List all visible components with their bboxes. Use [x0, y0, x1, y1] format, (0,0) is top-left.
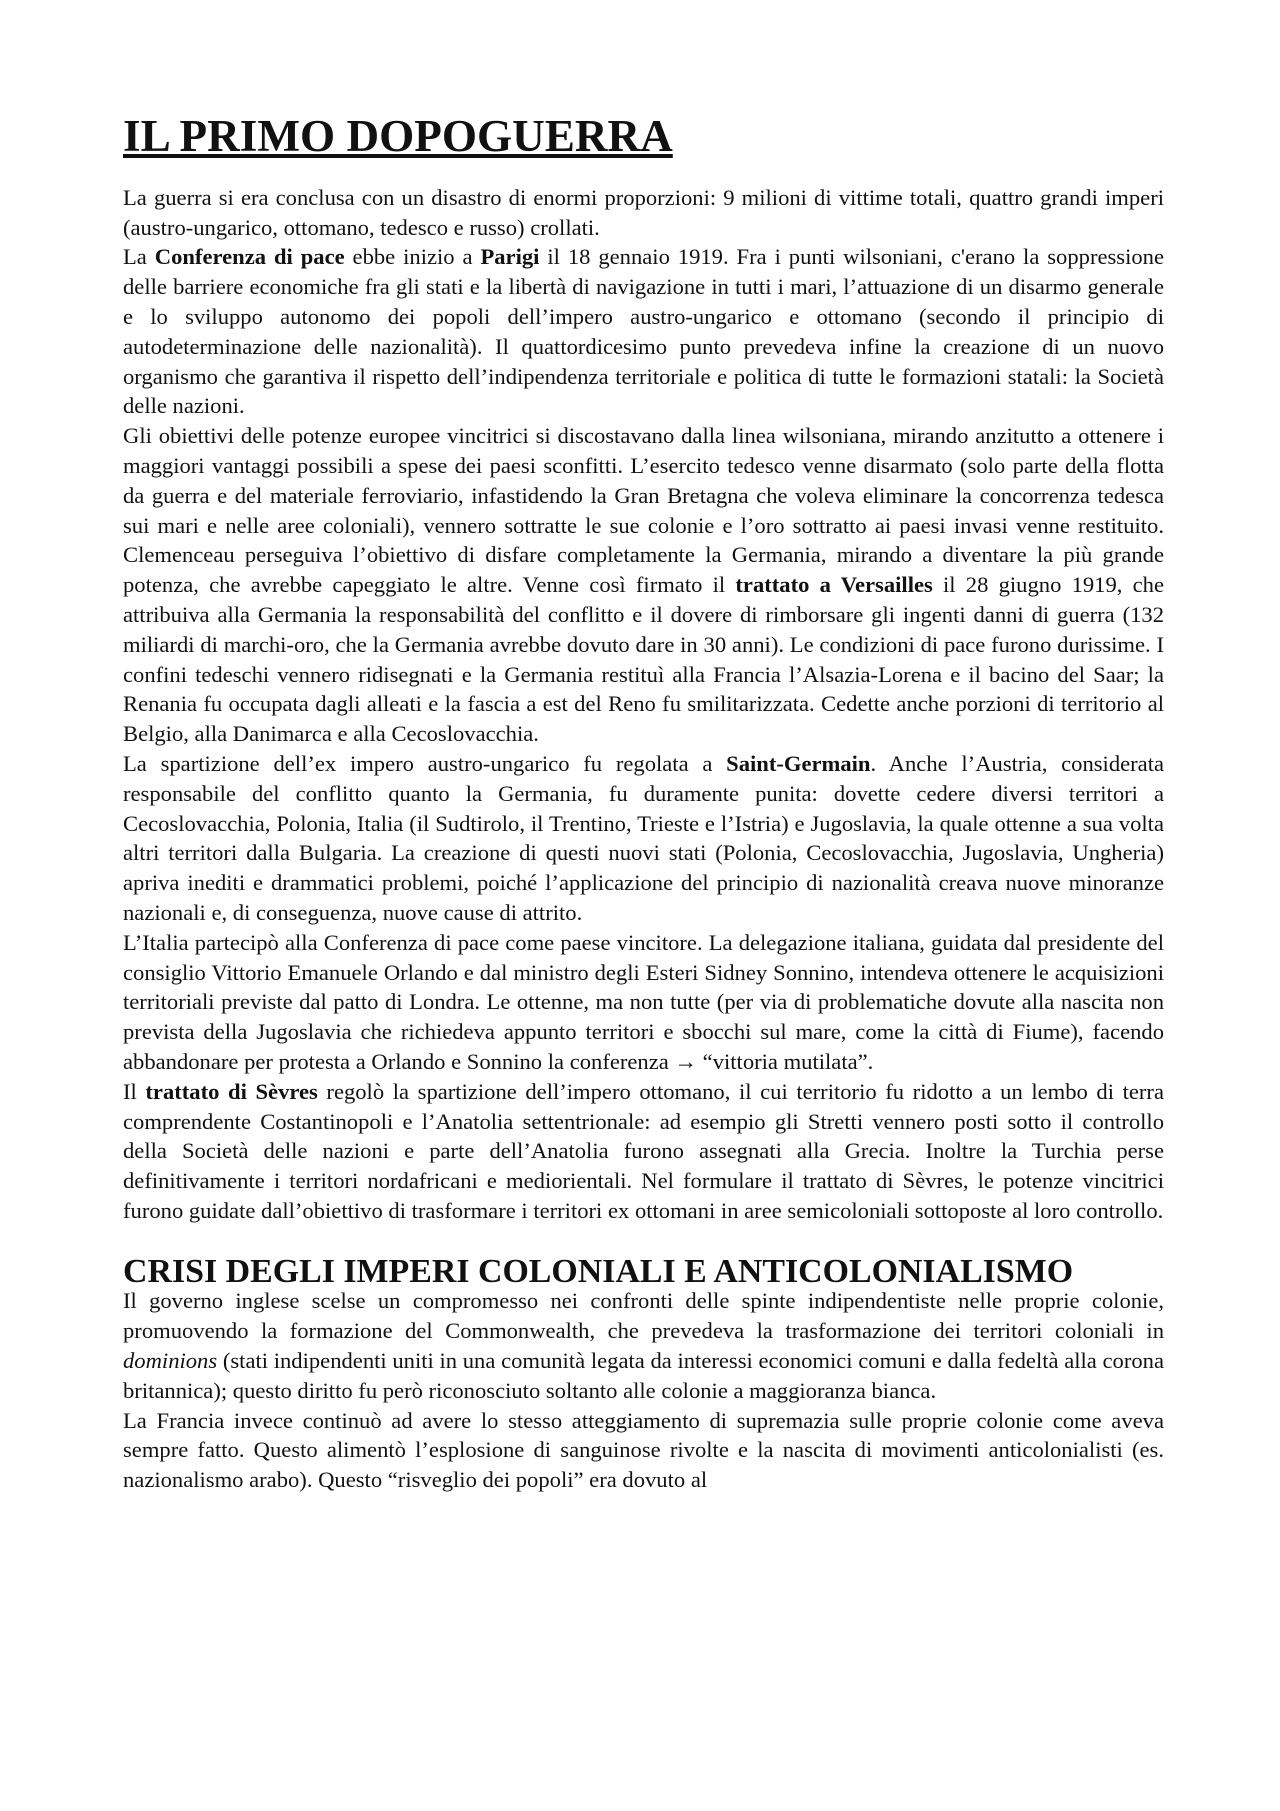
paragraph-2 [123, 242, 1164, 421]
paragraph-1: La guerra si era conclusa con un disastro di enormi proporzioni: 9 milioni di vittime totali, quattro grandi imperi (austro-ungarico, ottomano, tedesco e russo) crollati. [123, 184, 1164, 240]
paragraph-7-italic-1: dominions [123, 1348, 218, 1374]
paragraph-3-bold-1: trattato a Versailles [735, 572, 933, 598]
paragraph-7 [123, 1286, 1164, 1405]
paragraph-2-text-1: La [123, 244, 155, 270]
paragraph-6-bold-1: trattato di Sèvres [145, 1078, 318, 1104]
paragraph-6 [123, 1077, 1164, 1226]
paragraph-8: La Francia invece continuò ad avere lo stesso atteggiamento di supremazia sulle proprie colonie come aveva sempre fatto. Questo alimentò l’esplosione di sanguinose rivolte e la nascita di movimenti anticolonialisti (es. nazionalismo arabo). Questo “risveglio dei popoli” era dovuto al [123, 1407, 1164, 1493]
paragraph-4-text-1: La spartizione dell’ex impero austro-ungarico fu regolata a [123, 750, 727, 776]
paragraph-3-text-2: il 28 giugno 1919, che attribuiva alla Germania la responsabilità del conflitto e il dovere di rimborsare gli ingenti danni di guerra (132 miliardi di marchi-oro, che la Germania avrebbe dovuto dare in 30 anni). Le condizioni di pace furono durissime. I confini tedeschi vennero ridisegnati e la Germania restituì alla Francia l’Alsazia-Lorena e il bacino del Saar; la Renania fu occupata dagli alleati e la fascia a est del Reno fu smilitarizzata. Cedette anche porzioni di territorio al Belgio, alla Danimarca e alla Cecoslovacchia. [123, 572, 1164, 747]
paragraph-4-bold-1: Saint-Germain [726, 750, 871, 776]
paragraph-2-bold-1: Conferenza di pace [154, 244, 345, 270]
heading-primo-dopoguerra: IL PRIMO DOPOGUERRA [123, 111, 673, 161]
heading-crisi-imperi-coloniali: CRISI DEGLI IMPERI COLONIALI E ANTICOLONIALISMO [123, 1252, 1074, 1290]
paragraph-6-text-1: Il [123, 1078, 146, 1104]
paragraph-3-text-1: Gli obiettivi delle potenze europee vincitrici si discostavano dalla linea wilsoniana, mirando anzitutto a ottenere i maggiori vantaggi possibili a spese dei paesi sconfitti. L’esercito tedesco venne disarmato (solo parte della flotta da guerra e del materiale ferroviario, infastidendo la Gran Bretagna che voleva eliminare la concorrenza tedesca sui mari e nelle aree coloniali), vennero sottratte le sue colonie e l’oro sottratto ai paesi invasi venne restituito. Clemenceau perseguiva l’obiettivo di disfare completamente la Germania, mirando a diventare la più grande potenza, che avrebbe capeggiato le altre. Venne così firmato il [123, 423, 1164, 598]
paragraph-6-text-2: regolò la spartizione dell’impero ottomano, il cui territorio fu ridotto a un lembo di terra comprendente Costantinopoli e l’Anatolia settentrionale: ad esempio gli Stretti vennero posti sotto il controllo della Società delle nazioni e parte dell’Anatolia furono assegnati alla Grecia. Inoltre la Turchia perse definitivamente i territori nordafricani e mediorientali. Nel formulare il trattato di Sèvres, le potenze vincitrici furono guidate dall’obiettivo di trasformare i territori ex ottomani in aree semicoloniali sottoposte al loro controllo. [123, 1078, 1164, 1223]
paragraph-2-text-2: ebbe inizio a [344, 244, 481, 270]
paragraph-4 [123, 749, 1164, 928]
paragraph-7-text-1: Il governo inglese scelse un compromesso nei confronti delle spinte indipendentiste nelle proprie colonie, promuovendo la formazione del Commonwealth, che prevedeva la trasformazione dei territori coloniali in [123, 1288, 1164, 1344]
paragraph-3 [123, 421, 1164, 749]
paragraph-7-text-2: (stati indipendenti uniti in una comunità legata da interessi economici comuni e dalla fedeltà alla corona britannica); questo diritto fu però riconosciuto soltanto alle colonie a maggioranza bianca. [123, 1348, 1164, 1403]
paragraph-2-bold-2: Parigi [480, 244, 540, 270]
paragraph-5: L’Italia partecipò alla Conferenza di pace come paese vincitore. La delegazione italiana, guidata dal presidente del consiglio Vittorio Emanuele Orlando e dal ministro degli Esteri Sidney Sonnino, intendeva ottenere le acquisizioni territoriali previste dal patto di Londra. Le ottenne, ma non tutte (per via di problematiche dovute alla nascita non prevista della Jugoslavia che richiedeva appunto territori e sbocchi sul mare, come la città di Fiume), facendo abbandonare per protesta a Orlando e Sonnino la conferenza → “vittoria mutilata”. [123, 929, 1164, 1074]
paragraph-2-text-3: il 18 gennaio 1919. Fra i punti wilsoniani, c'erano la soppressione delle barriere economiche fra gli stati e la libertà di navigazione in tutti i mari, l’attuazione di un disarmo generale e lo sviluppo autonomo dei popoli dell’impero austro-ungarico e ottomano (secondo il principio di autodeterminazione delle nazionalità). Il quattordicesimo punto prevedeva infine la creazione di un nuovo organismo che garantiva il rispetto dell’indipendenza territoriale e politica di tutte le formazioni statali: la Società delle nazioni. [123, 244, 1164, 419]
paragraph-4-text-2: . Anche l’Austria, considerata responsabile del conflitto quanto la Germania, fu duramente punita: dovette cedere diversi territori a Cecoslovacchia, Polonia, Italia (il Sudtirolo, il Trentino, Trieste e l’Istria) e Jugoslavia, la quale ottenne a sua volta altri territori dalla Bulgaria. La creazione di questi nuovi stati (Polonia, Cecoslovacchia, Jugoslavia, Ungheria) apriva inediti e drammatici problemi, poiché l’applicazione del principio di nazionalità creava nuove minoranze nazionali e, di conseguenza, nuove cause di attrito. [123, 750, 1164, 925]
